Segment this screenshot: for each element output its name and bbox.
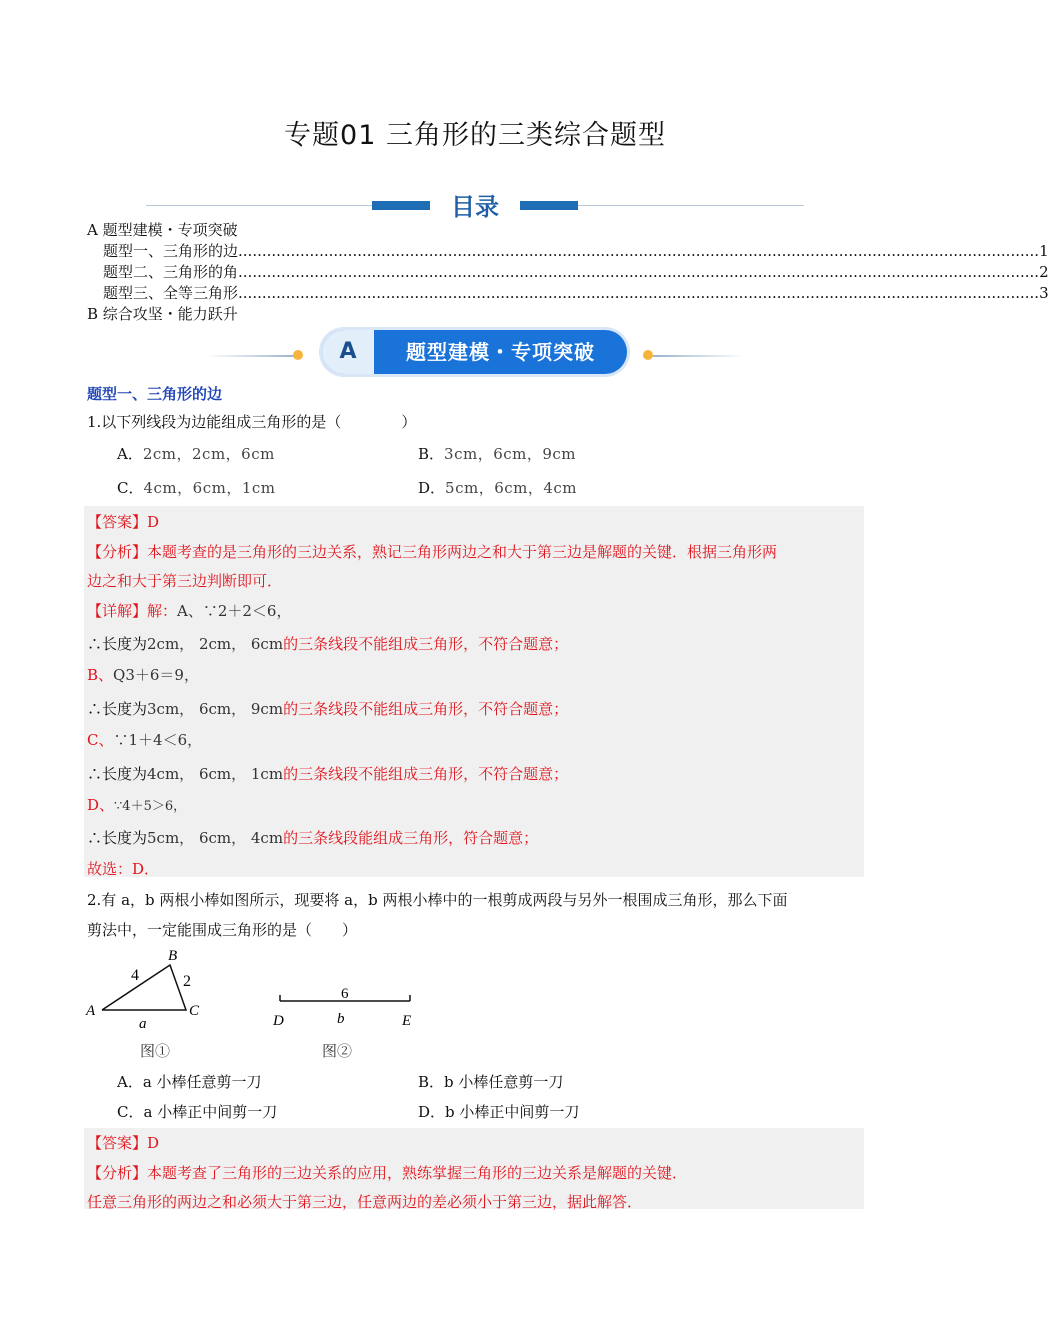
q1-detail-d-conclusion xyxy=(87,827,538,848)
conclusion-text: 的三条线段不能组成三角形，不符合题意； xyxy=(283,765,569,783)
q2-analysis-line2: 任意三角形的两边之和必须大于第三边，任意两边的差必须小于第三边，据此解答． xyxy=(87,1193,643,1211)
therefore-text: ∴长度为 xyxy=(87,765,148,783)
toc-item-label: 题型二、三角形的角 xyxy=(103,263,239,281)
lengths-math: 3cm， 6cm， 9cm xyxy=(147,700,284,718)
banner-dot-left xyxy=(293,350,303,360)
point-d-label: D xyxy=(273,1013,284,1029)
q1-detail-c-conclusion xyxy=(87,763,568,784)
q2-option-d[interactable] xyxy=(418,1101,579,1122)
figure-2-caption: 图② xyxy=(322,1042,353,1060)
q2-stem-line2: 剪法中，一定能围成三角形的是（ ） xyxy=(87,921,358,939)
option-letter: C、 xyxy=(87,731,114,749)
q2-stem-line1: 2.有 a，b 两根小棒如图所示，现要将 a，b 两根小棒中的一根剪成两段与另外一根围成三角形，那么下面 xyxy=(87,891,788,909)
option-text: b 小棒正中间剪一刀 xyxy=(445,1103,580,1121)
detail-head: 【详解】解： xyxy=(87,602,178,620)
toc-part-b[interactable]: B 综合攻坚・能力跃升 xyxy=(87,305,238,323)
option-text: a 小棒任意剪一刀 xyxy=(142,1073,262,1091)
toc-item-label: 题型一、三角形的边 xyxy=(103,242,239,260)
option-text: a 小棒正中间剪一刀 xyxy=(143,1103,278,1121)
q1-option-b[interactable] xyxy=(418,443,576,464)
option-key: C． xyxy=(117,1103,144,1121)
option-math: 4cm，6cm，1cm xyxy=(143,479,276,497)
q1-detail-b xyxy=(87,664,199,685)
section-banner xyxy=(322,330,627,374)
side-bc-length: 2 xyxy=(183,973,191,990)
option-key: D． xyxy=(418,479,446,497)
toc-leader-dots: ........................................................................................................................................................................ xyxy=(238,242,1040,260)
option-math: 5cm，6cm，4cm xyxy=(445,479,578,497)
segment-length: 6 xyxy=(341,986,349,1002)
vertex-b-label: B xyxy=(168,948,178,964)
q2-answer: 【答案】D xyxy=(87,1134,160,1152)
toc-leader-dots: ........................................................................................................................................................................ xyxy=(238,284,1040,302)
q1-analysis-line2: 边之和大于第三边判断即可． xyxy=(87,572,283,590)
option-key: A． xyxy=(117,445,143,463)
banner-text: 题型建模・专项突破 xyxy=(406,340,595,364)
detail-expr: ∵4＋5＞6， xyxy=(114,799,187,814)
toc-leader-dots: ........................................................................................................................................................................ xyxy=(238,263,1040,281)
page-title: 专题01 三角形的三类综合题型 xyxy=(284,120,666,151)
vertex-c-label: C xyxy=(189,1003,200,1019)
q2-option-b[interactable] xyxy=(418,1071,563,1092)
q1-detail-c xyxy=(87,729,202,750)
q1-option-c[interactable] xyxy=(117,477,276,498)
therefore-text: ∴长度为 xyxy=(87,829,148,847)
option-letter: D、 xyxy=(87,796,115,814)
segment-name: b xyxy=(337,1011,345,1027)
side-a-label: a xyxy=(139,1016,147,1032)
option-key: C． xyxy=(117,479,144,497)
detail-expr: Q3＋6＝9， xyxy=(113,666,199,684)
toc-item-3[interactable] xyxy=(103,282,1049,303)
toc-item-label: 题型三、全等三角形 xyxy=(103,284,239,302)
toc-bar-right xyxy=(516,201,578,210)
q1-final-choice: 故选：D． xyxy=(87,860,160,878)
option-letter: B、 xyxy=(87,666,114,684)
toc-item-page: 1 xyxy=(1039,242,1049,260)
banner-line-left xyxy=(206,355,296,357)
lengths-math: 4cm， 6cm， 1cm xyxy=(147,765,284,783)
conclusion-text: 的三条线段不能组成三角形，不符合题意； xyxy=(283,700,569,718)
conclusion-text: 的三条线段不能组成三角形，不符合题意； xyxy=(283,635,569,653)
banner-letter: A xyxy=(322,330,374,374)
side-ab-length: 4 xyxy=(131,967,139,984)
toc-heading: 目录 xyxy=(430,187,520,222)
q1-detail-a-conclusion xyxy=(87,633,568,654)
q1-detail-b-conclusion xyxy=(87,698,568,719)
lengths-math: 5cm， 6cm， 4cm xyxy=(147,829,284,847)
q2-option-c[interactable] xyxy=(117,1101,277,1122)
toc-item-2[interactable] xyxy=(103,261,1049,282)
q1-analysis-line1: 【分析】本题考查的是三角形的三边关系，熟记三角形两边之和大于第三边是解题的关键．根据三角形两 xyxy=(87,543,778,561)
lengths-math: 2cm， 2cm， 6cm xyxy=(147,635,284,653)
option-math: 3cm，6cm，9cm xyxy=(444,445,577,463)
q1-option-d[interactable] xyxy=(418,477,577,498)
therefore-text: ∴长度为 xyxy=(87,700,148,718)
q1-answer: 【答案】D xyxy=(87,513,160,531)
q1-option-a[interactable] xyxy=(117,443,275,464)
q2-analysis-line1: 【分析】本题考查了三角形的三边关系的应用，熟练掌握三角形的三边关系是解题的关键． xyxy=(87,1164,688,1182)
figure-2-segment xyxy=(268,980,428,1035)
toc-part-a[interactable]: A 题型建模・专项突破 xyxy=(87,221,238,239)
q1-detail-a xyxy=(87,600,291,621)
banner-line-right xyxy=(653,355,745,357)
toc-item-1[interactable] xyxy=(103,240,1049,261)
q2-option-a[interactable] xyxy=(117,1071,262,1092)
detail-expr: A、∵2＋2＜6， xyxy=(177,602,292,620)
toc-item-page: 3 xyxy=(1039,284,1049,302)
triangle-shape xyxy=(102,965,186,1010)
detail-expr: ∵1＋4＜6， xyxy=(113,731,203,749)
point-e-label: E xyxy=(402,1013,412,1029)
therefore-text: ∴长度为 xyxy=(87,635,148,653)
option-key: B． xyxy=(418,445,445,463)
option-text: b 小棒任意剪一刀 xyxy=(444,1073,564,1091)
option-math: 2cm，2cm，6cm xyxy=(142,445,275,463)
q1-stem: 1.以下列线段为边能组成三角形的是（ ） xyxy=(87,413,417,431)
toc-bar-left xyxy=(372,201,434,210)
conclusion-text: 的三条线段能组成三角形，符合题意； xyxy=(283,829,539,847)
option-key: A． xyxy=(117,1073,143,1091)
banner-dot-right xyxy=(643,350,653,360)
vertex-a-label: A xyxy=(86,1003,96,1019)
option-key: D． xyxy=(418,1103,446,1121)
q1-detail-d xyxy=(87,794,186,815)
option-key: B． xyxy=(418,1073,445,1091)
section-title: 题型一、三角形的边 xyxy=(87,385,223,403)
toc-item-page: 2 xyxy=(1039,263,1049,281)
figure-1-caption: 图① xyxy=(140,1042,171,1060)
